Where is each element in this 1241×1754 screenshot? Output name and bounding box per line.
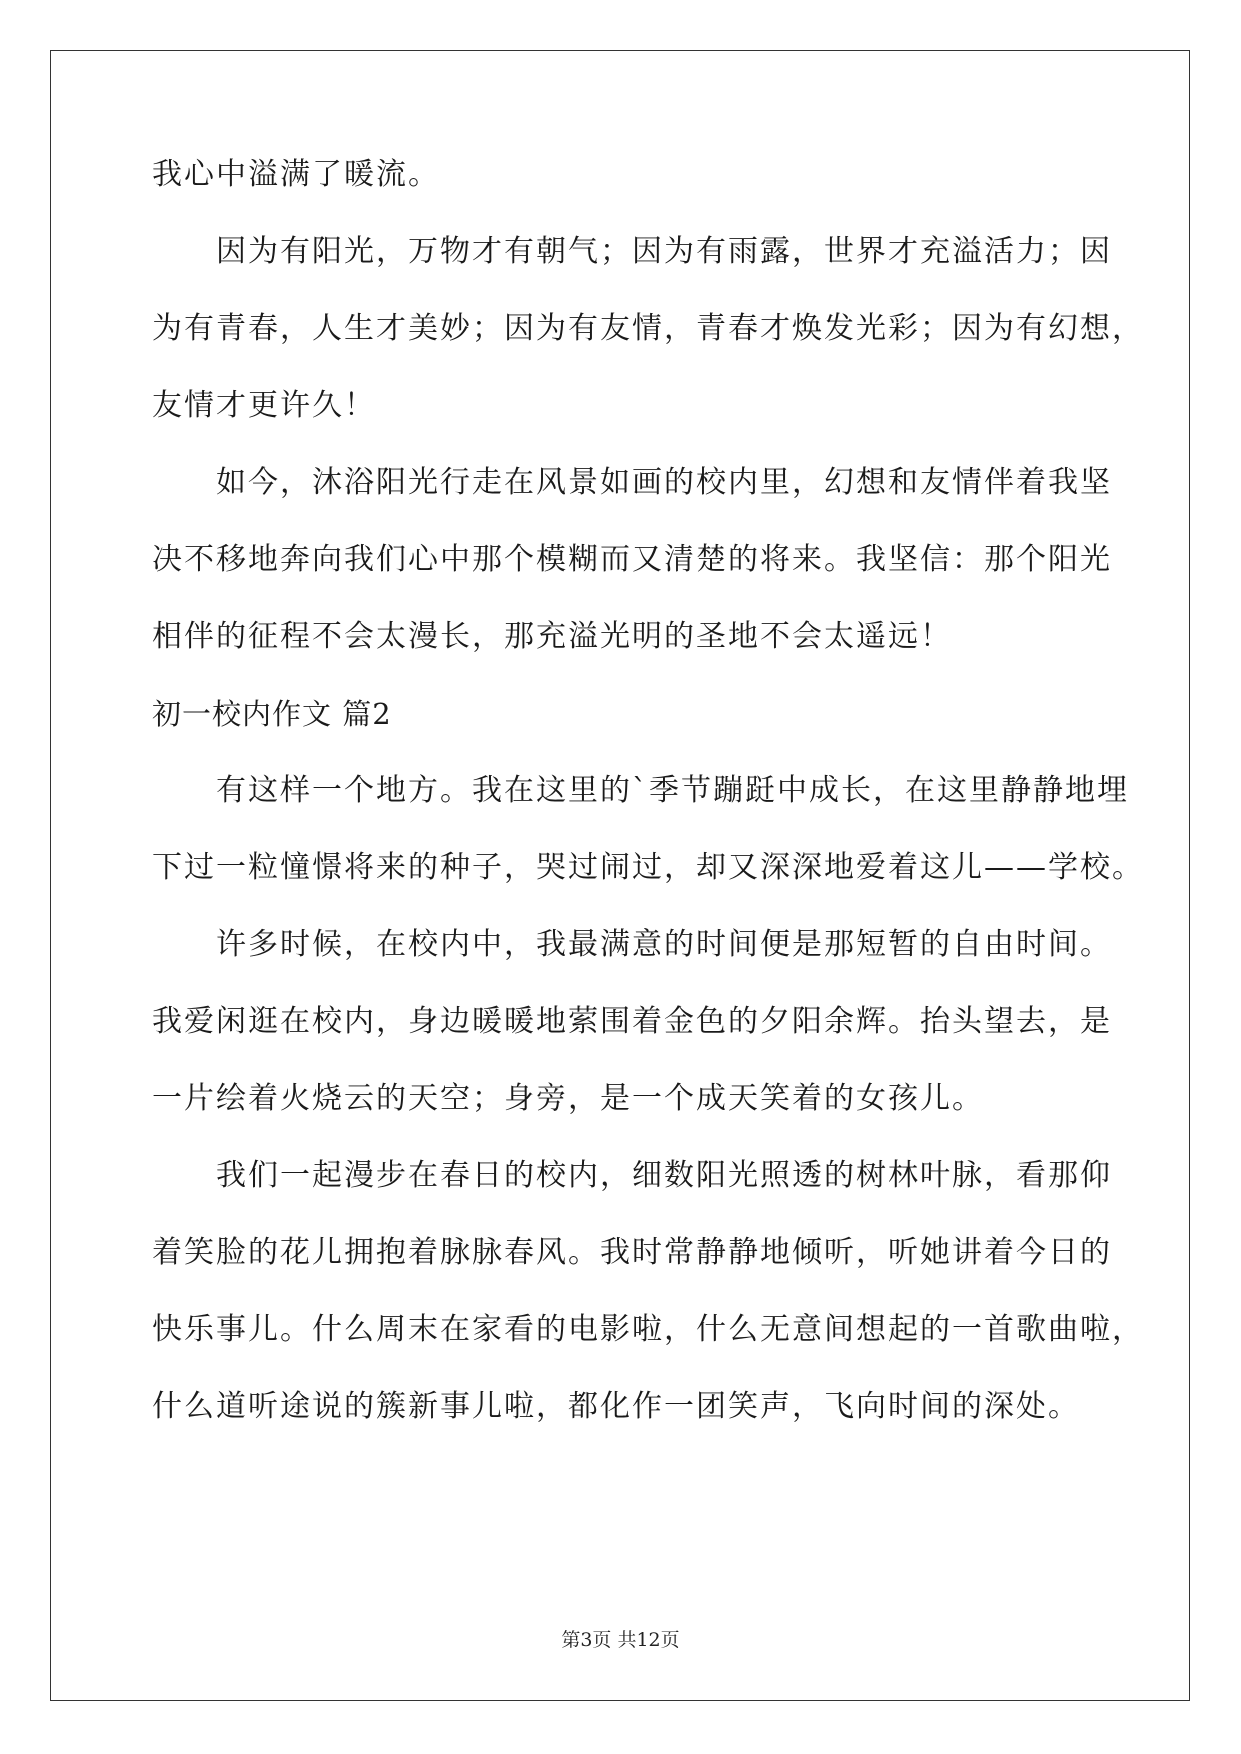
paragraph-start-line: 因为有阳光，万物才有朝气；因为有雨露，世界才充溢活力；因 (216, 234, 1112, 269)
text-line: 相伴的征程不会太漫长，那充溢光明的圣地不会太遥远！ (152, 619, 952, 654)
text-line: 下过一粒憧憬将来的种子，哭过闹过，却又深深地爱着这儿——学校。 (152, 850, 1144, 885)
text-line: 什么道听途说的簇新事儿啦，都化作一团笑声，飞向时间的深处。 (152, 1389, 1080, 1424)
text-line: 决不移地奔向我们心中那个模糊而又清楚的将来。我坚信：那个阳光 (152, 542, 1112, 577)
paragraph-start-line: 我们一起漫步在春日的校内，细数阳光照透的树林叶脉，看那仰 (216, 1158, 1112, 1193)
text-line: 为有青春，人生才美妙；因为有友情，青春才焕发光彩；因为有幻想， (152, 311, 1144, 346)
paragraph-start-line: 如今，沐浴阳光行走在风景如画的校内里，幻想和友情伴着我坚 (216, 465, 1112, 500)
text-line: 快乐事儿。什么周末在家看的电影啦，什么无意间想起的一首歌曲啦， (152, 1312, 1144, 1347)
text-line: 我心中溢满了暖流。 (152, 157, 440, 192)
text-line: 着笑脸的花儿拥抱着脉脉春风。我时常静静地倾听，听她讲着今日的 (152, 1235, 1112, 1270)
paragraph-start-line: 许多时候，在校内中，我最满意的时间便是那短暂的自由时间。 (216, 927, 1112, 962)
text-line: 友情才更许久！ (152, 388, 376, 423)
text-line: 一片绘着火烧云的天空；身旁，是一个成天笑着的女孩儿。 (152, 1081, 984, 1116)
document-body (152, 157, 1144, 1469)
text-line: 我爱闲逛在校内，身边暖暖地萦围着金色的夕阳余辉。抬头望去，是 (152, 1004, 1112, 1039)
page-number-footer: 第3页 共12页 (561, 1629, 680, 1651)
section-heading: 初一校内作文 篇2 (152, 697, 392, 731)
paragraph-start-line: 有这样一个地方。我在这里的`季节蹦跹中成长，在这里静静地埋 (216, 773, 1129, 808)
